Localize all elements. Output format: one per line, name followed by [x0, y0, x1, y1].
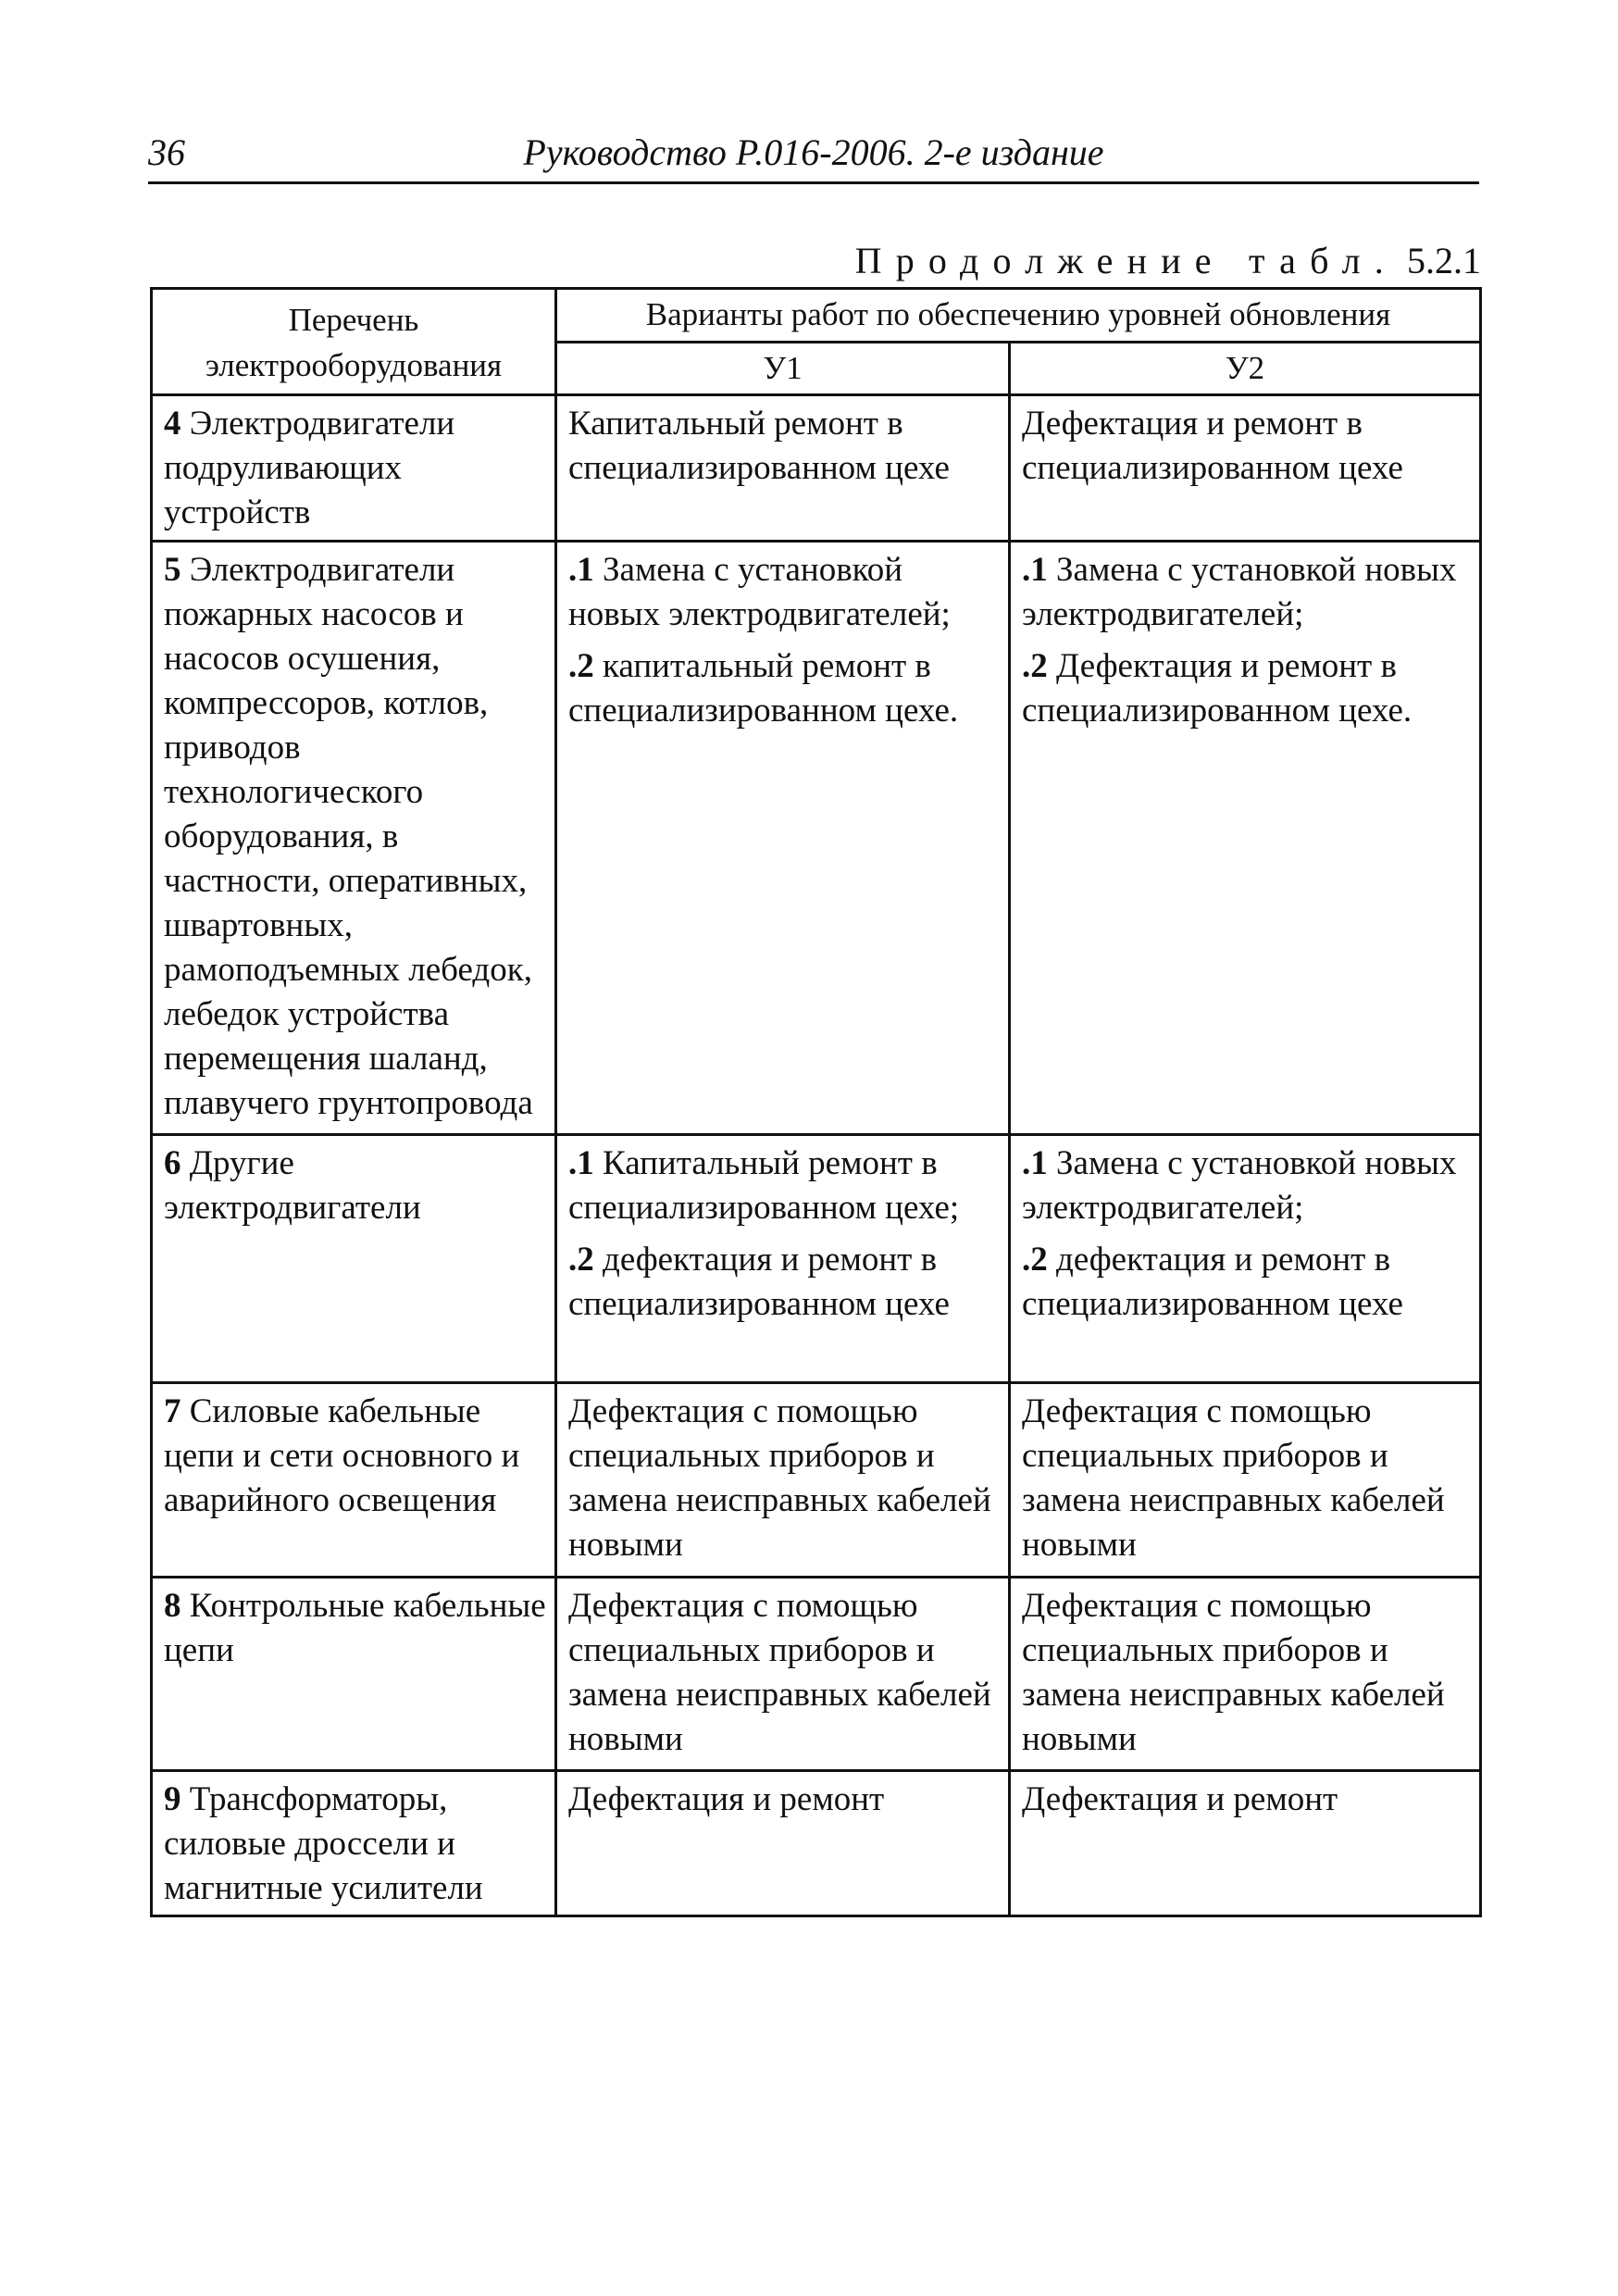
work-variants-table: [150, 287, 1482, 1917]
table-caption: [855, 239, 1481, 282]
work-item: [568, 644, 1002, 733]
running-title: Руководство Р.016-2006. 2-е издание: [523, 131, 1104, 173]
work-item-text: дефектация и ремонт в специализированном цехе: [568, 1241, 950, 1323]
col-header-u1: У1: [556, 342, 1010, 395]
work-item: [1022, 1390, 1474, 1567]
work-item: [568, 1390, 1002, 1567]
work-item-text: Дефектация и ремонт: [1022, 1780, 1338, 1818]
equipment-name: Электродвигатели пожарных насосов и насосов осушения, компрессоров, котлов, приводов технологического оборудования, в частности, оперативных, швартовных, рамоподъемных лебедок, лебедок устройства перемещения шаланд, плавучего грунтопровода: [164, 551, 533, 1122]
equipment-cell: [152, 1578, 556, 1771]
work-item: [1022, 1238, 1474, 1327]
work-item: [568, 1142, 1002, 1230]
equipment-name: Трансформаторы, силовые дроссели и магнитные усилители: [164, 1780, 483, 1907]
table-row: [152, 542, 1481, 1135]
work-item-text: Дефектация и ремонт в специализированном цехе: [1022, 405, 1403, 487]
u2-cell: [1010, 395, 1481, 542]
u2-cell: [1010, 1135, 1481, 1383]
work-item: [568, 1778, 1002, 1822]
work-item-text: Капитальный ремонт в специализированном цехе;: [568, 1144, 960, 1227]
u1-cell: [556, 395, 1010, 542]
table-row: [152, 1135, 1481, 1383]
work-item-text: дефектация и ремонт в специализированном цехе: [1022, 1241, 1403, 1323]
equipment-name: Другие электродвигатели: [164, 1144, 421, 1227]
work-item-text: Дефектация с помощью специальных приборов и замена неисправных кабелей новыми: [568, 1392, 991, 1564]
work-item: [568, 402, 1002, 491]
row-number: 6: [164, 1144, 181, 1182]
caption-label: Продолжение табл.: [854, 240, 1398, 281]
work-item: [1022, 1584, 1474, 1762]
work-item-text: Дефектация с помощью специальных приборов и замена неисправных кабелей новыми: [1022, 1392, 1445, 1564]
u1-cell: [556, 1771, 1010, 1916]
item-number: .2: [1022, 1241, 1048, 1279]
work-item-text: Капитальный ремонт в специализированном цехе: [568, 405, 950, 487]
col-header-u2: У2: [1010, 342, 1481, 395]
work-item: [568, 1238, 1002, 1327]
work-item-text: Дефектация с помощью специальных приборов и замена неисправных кабелей новыми: [568, 1587, 991, 1758]
u2-cell: [1010, 1578, 1481, 1771]
work-item: [568, 548, 1002, 637]
table-row: [152, 1383, 1481, 1578]
work-item: [1022, 402, 1474, 491]
equipment-name: Электродвигатели подруливающих устройств: [164, 405, 455, 531]
table-row: [152, 1771, 1481, 1916]
u1-cell: [556, 1135, 1010, 1383]
u1-cell: [556, 1383, 1010, 1578]
work-item-text: Дефектация и ремонт: [568, 1780, 885, 1818]
item-number: .2: [568, 647, 594, 685]
equipment-cell: [152, 1771, 556, 1916]
work-item: [1022, 1778, 1474, 1822]
u2-cell: [1010, 542, 1481, 1135]
col-header-variants: Варианты работ по обеспечению уровней обновления: [556, 289, 1481, 343]
table-row: [152, 395, 1481, 542]
work-item: [568, 1584, 1002, 1762]
row-number: 4: [164, 405, 181, 443]
item-number: .1: [568, 551, 594, 589]
table-header-row: [152, 289, 1481, 343]
equipment-cell: [152, 542, 556, 1135]
equipment-cell: [152, 1383, 556, 1578]
work-item-text: капитальный ремонт в специализированном цехе.: [568, 647, 959, 730]
item-number: .2: [568, 1241, 594, 1279]
page-header: [148, 126, 1479, 184]
work-item-text: Дефектация с помощью специальных приборов и замена неисправных кабелей новыми: [1022, 1587, 1445, 1758]
work-item-text: Замена с установкой новых электродвигателей;: [1022, 1144, 1457, 1227]
work-item-text: Замена с установкой новых электродвигателей;: [1022, 551, 1457, 633]
item-number: .2: [1022, 647, 1048, 685]
equipment-cell: [152, 1135, 556, 1383]
work-item-text: Замена с установкой новых электродвигателей;: [568, 551, 951, 633]
table-row: [152, 1578, 1481, 1771]
row-number: 5: [164, 551, 181, 589]
equipment-name: Силовые кабельные цепи и сети основного и аварийного освещения: [164, 1392, 520, 1519]
item-number: .1: [1022, 1144, 1048, 1182]
equipment-cell: [152, 395, 556, 542]
col-header-equipment: Перечень электрооборудования: [152, 289, 556, 395]
u2-cell: [1010, 1383, 1481, 1578]
caption-number: 5.2.1: [1407, 240, 1481, 281]
u1-cell: [556, 1578, 1010, 1771]
row-number: 8: [164, 1587, 181, 1625]
work-item: [1022, 644, 1474, 733]
row-number: 7: [164, 1392, 181, 1430]
item-number: .1: [1022, 551, 1048, 589]
equipment-name: Контрольные кабельные цепи: [164, 1587, 546, 1669]
u2-cell: [1010, 1771, 1481, 1916]
work-item-text: Дефектация и ремонт в специализированном цехе.: [1022, 647, 1413, 730]
u1-cell: [556, 542, 1010, 1135]
page-number: 36: [148, 131, 185, 173]
row-number: 9: [164, 1780, 181, 1818]
work-item: [1022, 1142, 1474, 1230]
item-number: .1: [568, 1144, 594, 1182]
work-item: [1022, 548, 1474, 637]
